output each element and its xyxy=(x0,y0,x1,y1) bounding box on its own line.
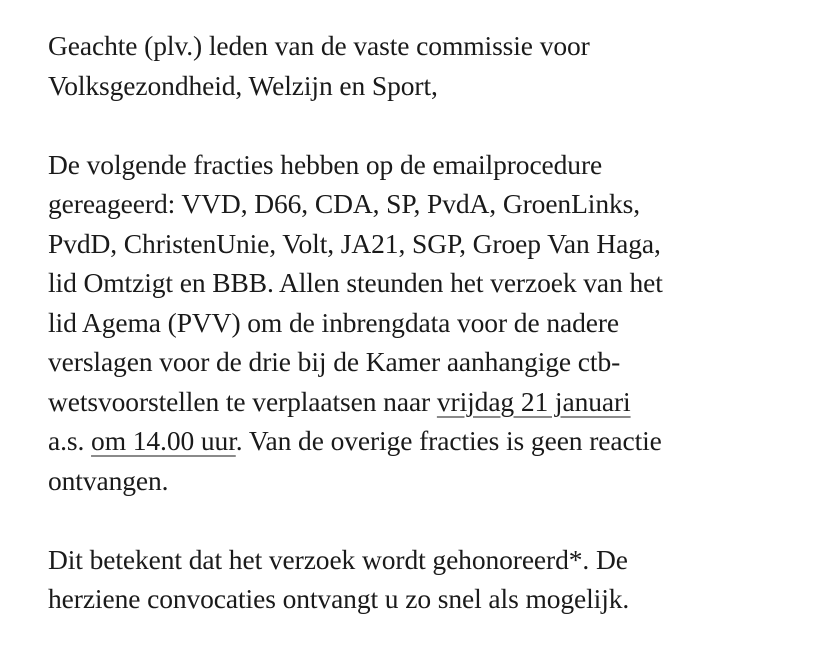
paragraph1-line-5: lid Agema (PVV) om de inbrengdata voor de nadere xyxy=(48,306,619,338)
conclusion-paragraph xyxy=(48,540,818,619)
time-link[interactable]: om 14.00 uur xyxy=(91,425,236,456)
paragraph1-line-8 xyxy=(48,421,818,461)
paragraph1-line-3: PvdD, ChristenUnie, Volt, JA21, SGP, Groep Van Haga, xyxy=(48,227,661,259)
paragraph2-line-2: herziene convocaties ontvangt u zo snel als mogelijk. xyxy=(48,583,630,614)
salutation-paragraph xyxy=(48,26,818,105)
paragraph1-line-7 xyxy=(48,382,818,422)
fracties-paragraph xyxy=(48,145,818,501)
paragraph1-line-4: lid Omtzigt en BBB. Allen steunden het verzoek van het xyxy=(48,267,663,298)
line-8-suffix: . Van de overige fracties is geen reactie xyxy=(235,425,662,456)
salutation-line-1: Geachte (plv.) leden van de vaste commissie voor xyxy=(48,30,590,61)
paragraph1-line-9: ontvangen. xyxy=(48,464,169,496)
paragraph2-line-1: Dit betekent dat het verzoek wordt gehonoreerd*. De xyxy=(48,543,628,575)
date-link[interactable]: vrijdag 21 januari xyxy=(436,385,631,417)
line-7-prefix: wetsvoorstellen te verplaatsen naar xyxy=(48,385,437,417)
email-body xyxy=(48,26,818,619)
paragraph1-line-6: verslagen voor de drie bij de Kamer aanhangige ctb- xyxy=(48,346,621,377)
paragraph1-line-2: gereageerd: VVD, D66, CDA, SP, PvdA, GroenLinks, xyxy=(48,188,640,219)
paragraph1-line-1: De volgende fracties hebben op de emailprocedure xyxy=(48,148,603,180)
salutation-line-2: Volksgezondheid, Welzijn en Sport, xyxy=(48,69,438,101)
line-8-prefix: a.s. xyxy=(48,425,92,456)
